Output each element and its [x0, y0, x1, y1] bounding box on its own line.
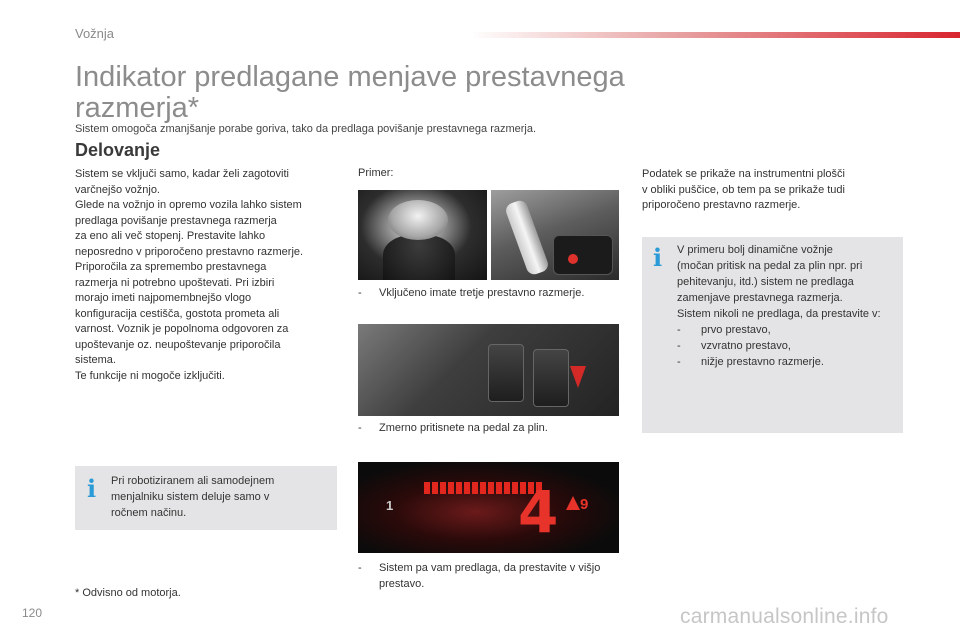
info-icon: i — [87, 474, 97, 503]
info-text — [111, 473, 331, 521]
info-text — [677, 242, 899, 370]
pedal-image — [358, 324, 619, 416]
boot — [383, 235, 455, 280]
page-number: 120 — [22, 606, 43, 620]
text-line: konfiguracija cestišča, gostota prometa ali — [75, 307, 280, 320]
shift-bar — [456, 482, 462, 494]
header-accent-bar — [470, 32, 960, 38]
caption-3 — [358, 560, 618, 592]
text-line: (močan pritisk na pedal za plin npr. pri — [677, 260, 863, 272]
shift-bar — [440, 482, 446, 494]
text-line: ročnem načinu. — [111, 507, 187, 519]
text-line: neposredno v priporočeno prestavno razmerje. — [75, 245, 304, 258]
text-line: v obliki puščice, ob tem pa se prikaže tudi — [642, 183, 845, 196]
pedal — [488, 344, 524, 402]
lever — [504, 198, 550, 276]
text-line: predlaga povišanje prestavnega razmerja — [75, 214, 277, 227]
section-label: Vožnja — [75, 26, 115, 41]
instrument-cluster-image — [358, 462, 619, 553]
warning-light-icon — [568, 254, 578, 264]
dash-panel — [553, 235, 613, 275]
shift-bar — [464, 482, 470, 494]
intro-text: Sistem omogoča zmanjšanje porabe goriva, tako da predlaga povišanje prestavnega razmerja. — [75, 123, 537, 135]
caption-text: Zmerno pritisnete na pedal za plin. — [379, 422, 548, 434]
text-line: Sistem nikoli ne predlaga, da prestavite v: — [677, 308, 881, 320]
text-line: menjalniku sistem deluje samo v — [111, 491, 270, 503]
text-line: varnost. Voznik je popolnoma odgovoren za — [75, 323, 289, 335]
text-line: Sistem se vključi samo, kadar želi zagotoviti — [75, 168, 289, 180]
upshift-arrow-icon — [566, 496, 580, 510]
text-line: Glede na vožnjo in opremo vozila lahko sistem — [75, 199, 302, 211]
dashboard-image — [491, 190, 619, 280]
shift-bar — [480, 482, 486, 494]
info-box-left — [75, 466, 337, 530]
text-line: Podatek se prikaže na instrumentni plošči — [642, 168, 845, 180]
column-1-text — [75, 167, 340, 384]
info-box-right — [642, 237, 903, 433]
knob — [388, 200, 448, 240]
text-line: za eno ali več stopenj. Prestavite lahko — [75, 230, 266, 242]
watermark: carmanualsonline.info — [680, 605, 889, 628]
example-label: Primer: — [358, 167, 394, 179]
text-line: morajo imeti najpomembnejšo vlogo — [75, 292, 252, 304]
shift-bar — [448, 482, 454, 494]
text-line: priporočeno prestavno razmerje. — [642, 199, 801, 211]
shift-bar — [504, 482, 510, 494]
text-line: Priporočila za spremembo prestavnega — [75, 261, 267, 273]
caption-dash: - — [358, 422, 362, 434]
page-title: Indikator predlagane menjave prestavnega razmerja* — [75, 61, 625, 124]
gear-list — [677, 322, 899, 370]
text-line: razmerja ni potrebno upoštevati. Pri izbiri — [75, 276, 275, 289]
pedal — [533, 349, 569, 407]
subheading: Delovanje — [75, 140, 161, 160]
caption-1 — [358, 285, 628, 301]
text-line: pehitevanju, itd.) sistem ne predlaga — [677, 276, 854, 288]
footnote: * Odvisno od motorja. — [75, 587, 181, 599]
shift-bar — [488, 482, 494, 494]
shift-bar — [472, 482, 478, 494]
gear-knob-image — [358, 190, 487, 280]
gear-indicator: 4 — [518, 478, 559, 546]
text-line: Pri robotiziranem ali samodejnem — [111, 475, 275, 487]
column-3-text — [642, 167, 882, 214]
tach-label: 1 — [386, 498, 394, 513]
tach-label: 9 — [580, 496, 589, 513]
text-line: zamenjave prestavnega razmerja. — [677, 292, 843, 304]
down-arrow-icon — [570, 366, 586, 388]
text-line: varčnejšo vožnjo. — [75, 183, 160, 196]
list-item: - vzvratno prestavo, — [677, 338, 899, 354]
caption-2 — [358, 420, 628, 436]
text-line: upoštevanje oz. neupoštevanje priporočila — [75, 338, 281, 351]
text-line: sistema. — [75, 354, 116, 366]
list-item: - prvo prestavo, — [677, 322, 899, 338]
list-item: - nižje prestavno razmerje. — [677, 354, 899, 370]
info-icon: i — [653, 243, 663, 272]
caption-text: Vključeno imate tretje prestavno razmerje. — [379, 287, 585, 299]
text-line: V primeru bolj dinamične vožnje — [677, 244, 833, 256]
caption-text: Sistem pa vam predlaga, da prestavite v višjo prestavo. — [379, 562, 601, 590]
shift-bar — [496, 482, 502, 494]
shift-bar — [432, 482, 438, 494]
text-line: Te funkcije ni mogoče izključiti. — [75, 369, 225, 382]
caption-dash: - — [358, 562, 362, 574]
caption-dash: - — [358, 287, 362, 299]
shift-bar — [424, 482, 430, 494]
